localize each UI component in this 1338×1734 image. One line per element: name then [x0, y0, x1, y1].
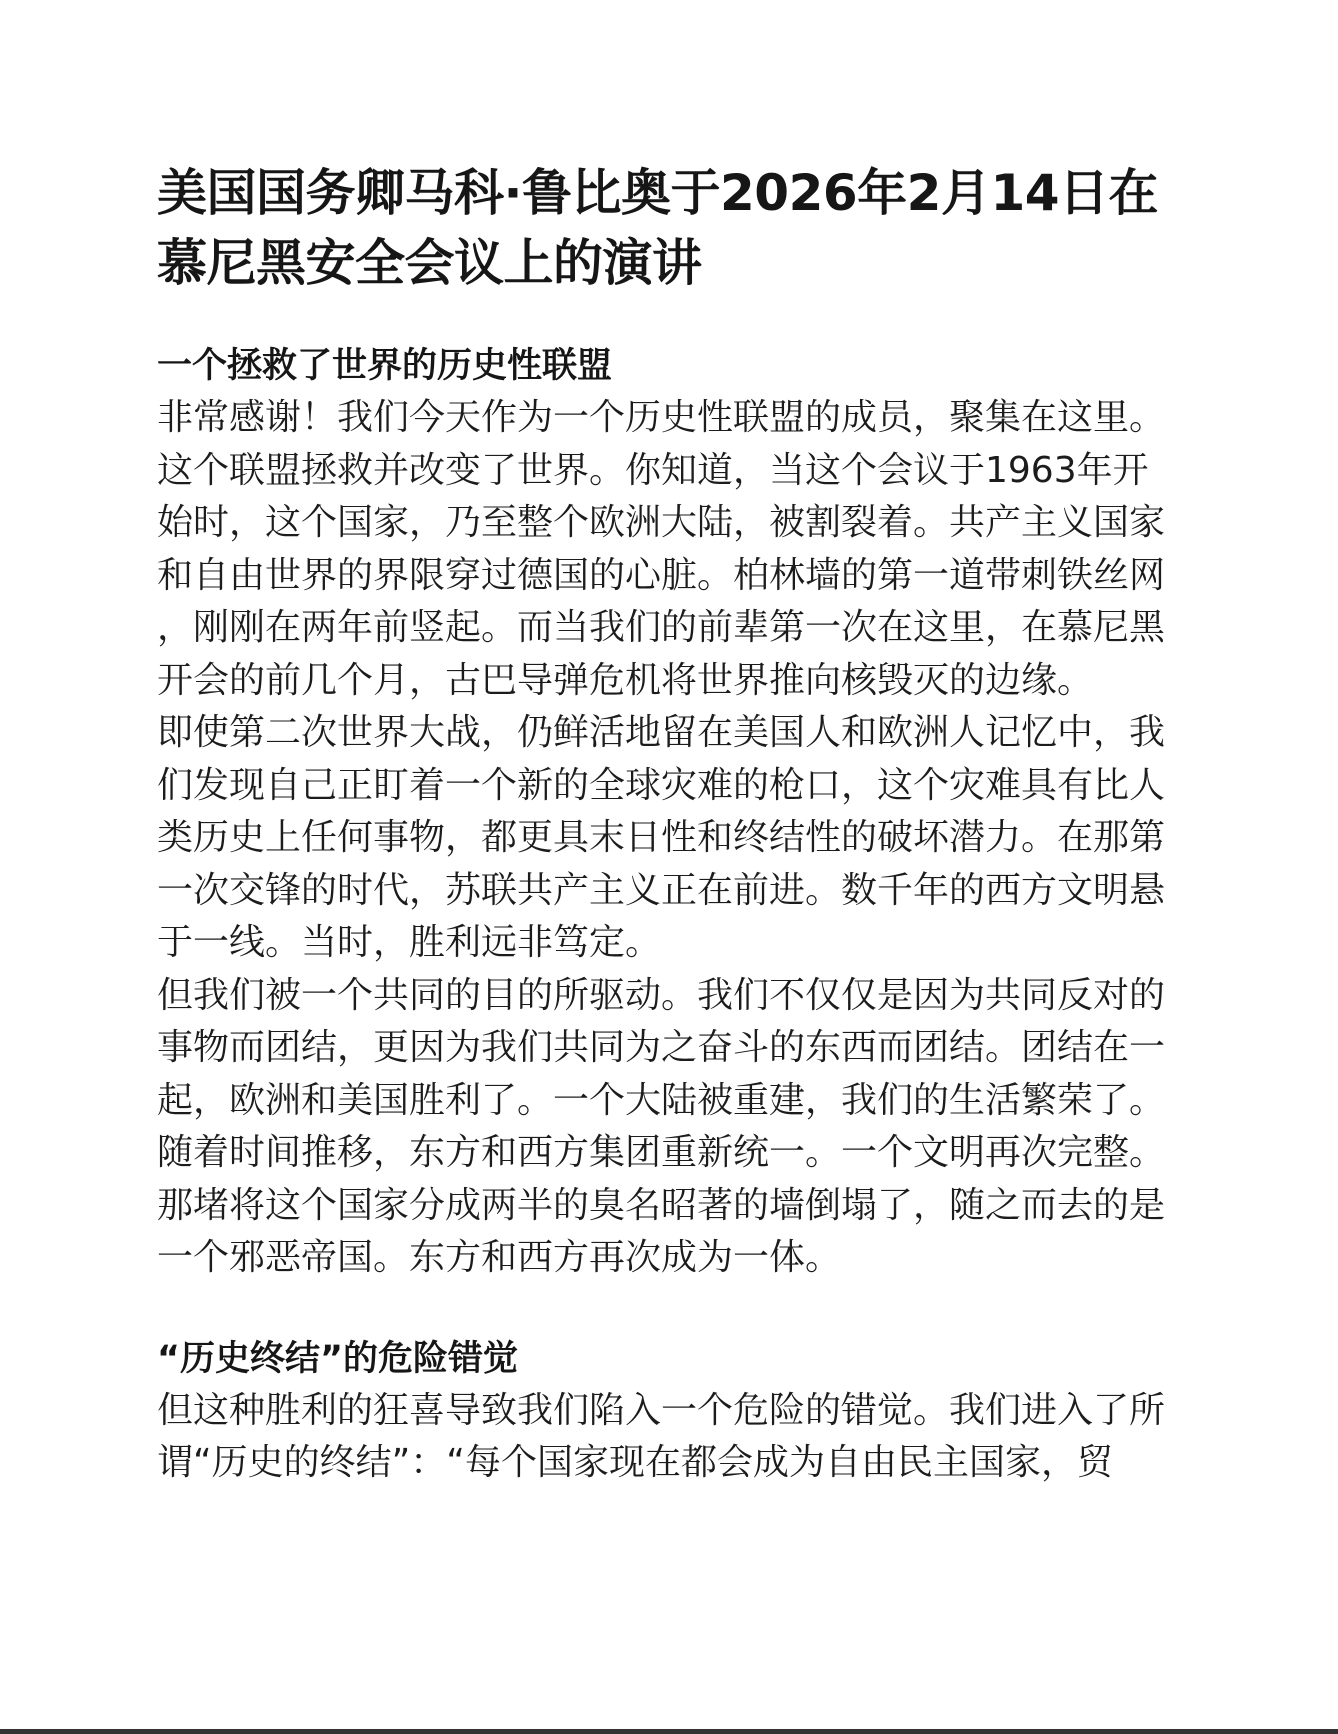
bottom-bar: [0, 1729, 1338, 1734]
section-end-of-history: [157, 1333, 1177, 1490]
paragraph: 非常感谢！我们今天作为一个历史性联盟的成员，聚集在这里。这个联盟拯救并改变了世界。你知道，当这个会议于1963年开始时，这个国家，乃至整个欧洲大陆，被割裂着。共产主义国家和自由世界的界限穿过德国的心脏。柏林墙的第一道带刺铁丝网，刚刚在两年前竖起。而当我们的前辈第一次在这里，在慕尼黑开会的前几个月，古巴导弹危机将世界推向核毁灭的边缘。: [157, 397, 1166, 701]
section-historic-alliance: [157, 340, 1177, 1285]
document-page: [157, 158, 1177, 1490]
section-heading: “历史终结”的危险错觉: [157, 1338, 519, 1379]
paragraph: 但我们被一个共同的目的所驱动。我们不仅仅是因为共同反对的事物而团结，更因为我们共同为之奋斗的东西而团结。团结在一起，欧洲和美国胜利了。一个大陆被重建，我们的生活繁荣了。随着时间推移，东方和西方集团重新统一。一个文明再次完整。那堵将这个国家分成两半的臭名昭著的墙倒塌了，随之而去的是一个邪恶帝国。东方和西方再次成为一体。: [157, 974, 1166, 1278]
paragraph: 但这种胜利的狂喜导致我们陷入一个危险的错觉。我们进入了所谓“历史的终结”：“每个国家现在都会成为自由民主国家，贸: [157, 1389, 1166, 1483]
paragraph: 即使第二次世界大战，仍鲜活地留在美国人和欧洲人记忆中，我们发现自己正盯着一个新的全球灾难的枪口，这个灾难具有比人类历史上任何事物，都更具末日性和终结性的破坏潜力。在那第一次交锋的时代，苏联共产主义正在前进。数千年的西方文明悬于一线。当时，胜利远非笃定。: [157, 712, 1166, 963]
section-heading: 一个拯救了世界的历史性联盟: [157, 346, 613, 386]
document-title: 美国国务卿马科·鲁比奥于2026年2月14日在慕尼黑安全会议上的演讲: [157, 164, 1159, 292]
